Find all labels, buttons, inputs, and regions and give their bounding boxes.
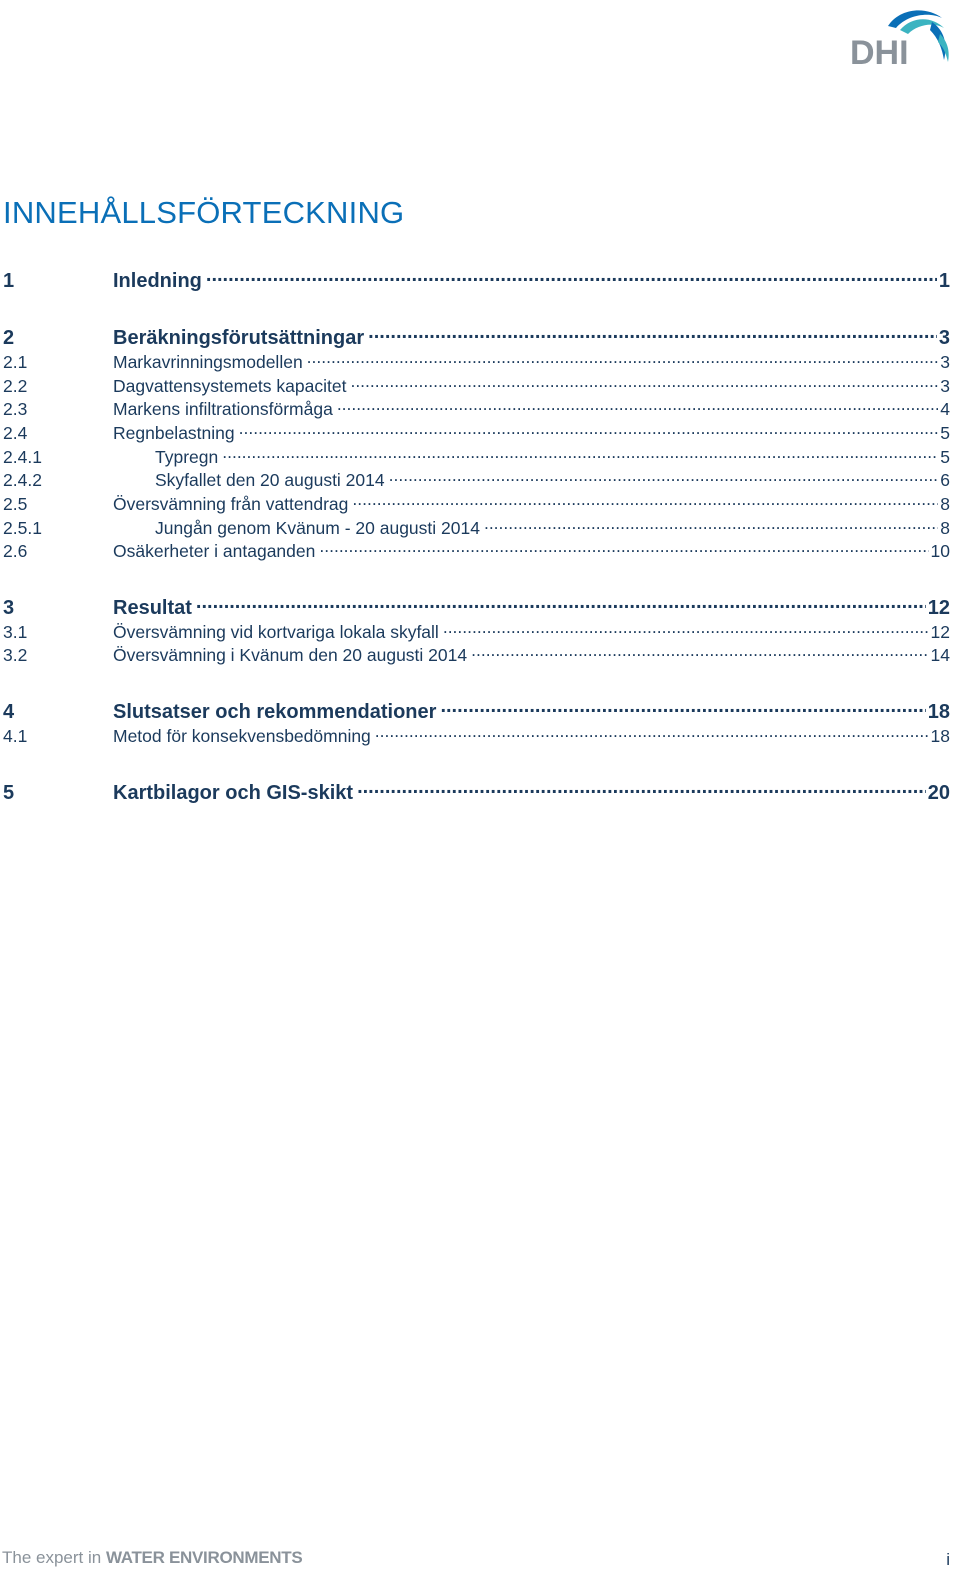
toc-entry-page: 5 — [940, 446, 950, 467]
toc-entry[interactable] — [3, 350, 950, 373]
toc-entry-page: 12 — [927, 597, 950, 619]
toc-entry[interactable] — [3, 643, 950, 666]
toc-entry-page: 8 — [940, 517, 950, 538]
toc-dot-leader — [440, 698, 925, 718]
toc-entry[interactable] — [3, 267, 950, 293]
toc-dot-leader — [307, 350, 939, 368]
toc-entry-label: Inledning — [113, 270, 202, 292]
toc-entry[interactable] — [3, 468, 950, 491]
toc-entry-number: 2.5 — [3, 493, 28, 514]
toc-entry-number: 2.3 — [3, 398, 28, 419]
toc-entry-number: 2.2 — [3, 375, 28, 396]
toc-entry-page: 6 — [940, 469, 950, 490]
toc-entry-number: 2.4.1 — [3, 446, 42, 467]
page-title: INNEHÅLLSFÖRTECKNING — [3, 195, 405, 230]
toc-entry-page: 12 — [930, 621, 950, 642]
toc-entry-number: 5 — [3, 782, 15, 804]
footer-tagline — [2, 1548, 302, 1568]
toc-entry-page: 3 — [938, 327, 950, 349]
toc-entry-number: 3.2 — [3, 644, 28, 665]
toc-entry[interactable] — [3, 492, 950, 515]
toc-entry-page: 8 — [940, 493, 950, 514]
toc-dot-leader — [375, 724, 929, 742]
toc-entry-label: Dagvattensystemets kapacitet — [113, 375, 347, 396]
tagline-light: The expert in — [2, 1548, 106, 1567]
toc-entry-page: 1 — [938, 270, 950, 292]
logo-text: DHI — [850, 34, 909, 68]
toc-entry[interactable] — [3, 698, 950, 724]
toc-entry-page: 10 — [930, 540, 950, 561]
toc-entry[interactable] — [3, 516, 950, 539]
toc-entry-number: 2.1 — [3, 351, 28, 372]
toc-entry-page: 3 — [940, 351, 950, 372]
toc-dot-leader — [357, 779, 926, 799]
toc-entry-label: Markavrinningsmodellen — [113, 351, 303, 372]
toc-entry[interactable] — [3, 620, 950, 643]
toc-entry-label: Översvämning i Kvänum den 20 augusti 2014 — [113, 644, 468, 665]
toc-entry-number: 2.4.2 — [3, 469, 42, 490]
toc-entry-label: Resultat — [113, 597, 192, 619]
toc-entry-number: 2.6 — [3, 540, 28, 561]
toc-entry[interactable] — [3, 779, 950, 805]
toc-dot-leader — [471, 643, 928, 661]
toc-entry-number: 1 — [3, 270, 15, 292]
toc-entry[interactable] — [3, 445, 950, 468]
toc-entry-page: 18 — [927, 701, 950, 723]
tagline-bold: WATER ENVIRONMENTS — [105, 1548, 303, 1567]
toc-dot-leader — [206, 267, 937, 287]
toc-dot-leader — [484, 516, 938, 534]
toc-dot-leader — [350, 374, 938, 392]
toc-dot-leader — [319, 539, 928, 557]
toc-entry-label: Metod för konsekvensbedömning — [113, 725, 371, 746]
toc-entry-label: Slutsatser och rekommendationer — [113, 701, 437, 723]
toc-entry-number: 4.1 — [3, 725, 28, 746]
toc-dot-leader — [222, 445, 938, 463]
toc-entry-page: 4 — [940, 398, 950, 419]
toc-dot-leader — [443, 620, 929, 638]
toc-entry-label: Kartbilagor och GIS-skikt — [113, 782, 354, 804]
toc-entry[interactable] — [3, 324, 950, 350]
dhi-logo — [848, 4, 952, 68]
dhi-logo-mark — [848, 4, 952, 68]
toc-entry-page: 20 — [927, 782, 950, 804]
toc-entry-label: Regnbelastning — [113, 422, 235, 443]
toc-entry-label: Översvämning från vattendrag — [113, 493, 349, 514]
toc-entry-page: 5 — [940, 422, 950, 443]
toc-entry-label: Beräkningsförutsättningar — [113, 327, 365, 349]
toc-entry-number: 3 — [3, 597, 15, 619]
toc-dot-leader — [196, 594, 926, 614]
page-number: i — [946, 1550, 950, 1569]
toc-entry-label: Osäkerheter i antaganden — [113, 540, 316, 561]
toc-entry-number: 2.5.1 — [3, 517, 42, 538]
toc-entry-page: 3 — [940, 375, 950, 396]
toc-entry-label: Jungån genom Kvänum - 20 augusti 2014 — [155, 517, 480, 538]
toc-entry-label: Typregn — [155, 446, 219, 467]
toc-dot-leader — [239, 421, 939, 439]
toc-dot-leader — [368, 324, 937, 344]
toc-dot-leader — [389, 468, 939, 486]
toc-entry[interactable] — [3, 374, 950, 397]
toc-entry-number: 3.1 — [3, 621, 28, 642]
toc-entry[interactable] — [3, 724, 950, 747]
toc-entry[interactable] — [3, 397, 950, 420]
toc-entry-number: 2 — [3, 327, 15, 349]
toc-entry-number: 2.4 — [3, 422, 28, 443]
toc-dot-leader — [352, 492, 938, 510]
toc-entry[interactable] — [3, 539, 950, 562]
toc-entry-number: 4 — [3, 701, 15, 723]
toc-entry-page: 14 — [930, 644, 950, 665]
toc-dot-leader — [337, 397, 938, 415]
toc-entry[interactable] — [3, 421, 950, 444]
toc-entry-label: Översvämning vid kortvariga lokala skyfall — [113, 621, 439, 642]
toc-entry[interactable] — [3, 594, 950, 620]
toc-entry-label: Markens infiltrationsförmåga — [113, 398, 333, 419]
toc-entry-label: Skyfallet den 20 augusti 2014 — [155, 469, 385, 490]
toc-entry-page: 18 — [930, 725, 950, 746]
